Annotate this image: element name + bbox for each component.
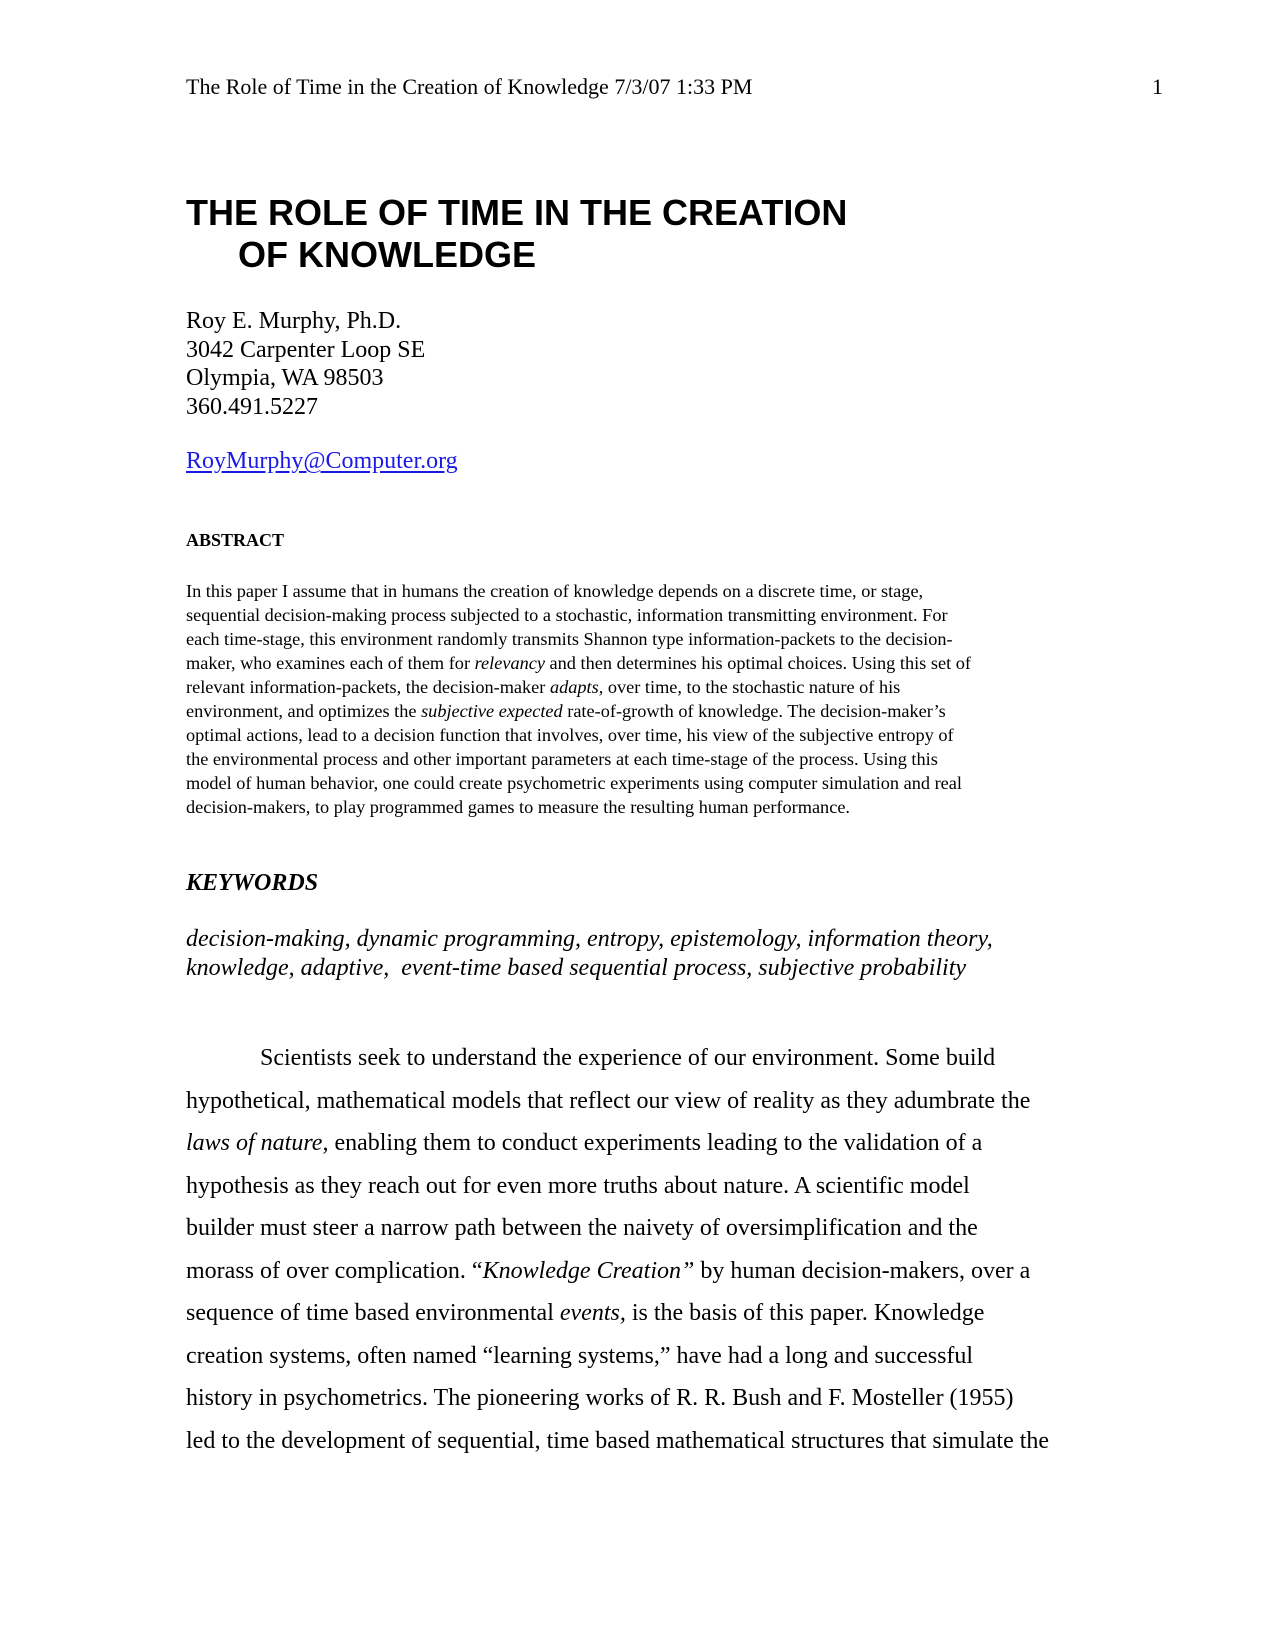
title-line: OF KNOWLEDGE bbox=[238, 234, 536, 275]
title-line: THE ROLE OF TIME IN THE CREATION bbox=[186, 192, 848, 233]
emphasis: adapts, bbox=[549, 677, 604, 697]
emphasis: events, bbox=[559, 1300, 626, 1326]
body-line: creation systems, often named “learning systems,” have had a long and successful bbox=[186, 1342, 974, 1369]
abstract-line: environment, and optimizes the subjective expected rate-of-growth of knowledge. The decision-maker’s bbox=[186, 701, 946, 721]
author-city: Olympia, WA 98503 bbox=[186, 365, 384, 391]
keywords-line: knowledge, adaptive, event-time based sequential process, subjective probability bbox=[186, 955, 967, 981]
abstract-line: each time-stage, this environment randomly transmits Shannon type information-packets to the decision- bbox=[186, 629, 953, 649]
emphasis: laws of nature, bbox=[186, 1130, 329, 1156]
abstract-line: optimal actions, lead to a decision function that involves, over time, his view of the subjective entropy of bbox=[186, 725, 954, 745]
body-line: history in psychometrics. The pioneering works of R. R. Bush and F. Mosteller (1955) bbox=[186, 1385, 1014, 1411]
body-line: builder must steer a narrow path between the naivety of oversimplification and the bbox=[186, 1215, 978, 1241]
abstract-line: maker, who examines each of them for relevancy and then determines his optimal choices. Using this set of bbox=[186, 653, 971, 673]
running-title: The Role of Time in the Creation of Knowledge 7/3/07 1:33 PM bbox=[186, 74, 753, 99]
author-street: 3042 Carpenter Loop SE bbox=[186, 336, 426, 363]
author-block bbox=[186, 307, 425, 421]
body-line: sequence of time based environmental events, is the basis of this paper. Knowledge bbox=[186, 1300, 985, 1326]
abstract-heading: ABSTRACT bbox=[186, 530, 285, 550]
emphasis: Knowledge Creation” bbox=[482, 1257, 695, 1284]
author-phone: 360.491.5227 bbox=[186, 393, 318, 420]
body-line: led to the development of sequential, time based mathematical structures that simulate the bbox=[186, 1427, 1050, 1454]
emphasis: relevancy bbox=[474, 653, 545, 673]
abstract-line: relevant information-packets, the decision-maker adapts, over time, to the stochastic nature of his bbox=[186, 677, 901, 697]
paper-title bbox=[186, 192, 1086, 276]
abstract-text bbox=[186, 579, 1081, 819]
keywords-heading: KEYWORDS bbox=[186, 870, 319, 896]
body-line: Scientists seek to understand the experience of our environment. Some build bbox=[260, 1045, 996, 1071]
abstract-line: decision-makers, to play programmed games to measure the resulting human performance. bbox=[186, 797, 850, 817]
emphasis: subjective expected bbox=[421, 701, 563, 721]
abstract-line: model of human behavior, one could create psychometric experiments using computer simulation and real bbox=[186, 773, 962, 793]
abstract-line: sequential decision-making process subjected to a stochastic, information transmitting environment. For bbox=[186, 605, 948, 625]
body-text bbox=[186, 1037, 1086, 1462]
abstract-line: the environmental process and other important parameters at each time-stage of the process. Using this bbox=[186, 749, 938, 769]
body-line: hypothesis as they reach out for even more truths about nature. A scientific model bbox=[186, 1172, 970, 1199]
keywords-line: decision-making, dynamic programming, entropy, epistemology, information theory, bbox=[186, 926, 993, 952]
body-line: laws of nature, enabling them to conduct experiments leading to the validation of a bbox=[186, 1130, 983, 1156]
page-number: 1 bbox=[1152, 74, 1163, 99]
running-header bbox=[186, 74, 1275, 104]
keywords-list bbox=[186, 925, 993, 983]
abstract-line: In this paper I assume that in humans the creation of knowledge depends on a discrete time, or stage, bbox=[186, 581, 924, 601]
body-line: morass of over complication. “Knowledge Creation” by human decision-makers, over a bbox=[186, 1257, 1031, 1284]
author-name: Roy E. Murphy, Ph.D. bbox=[186, 308, 402, 334]
author-email-link[interactable]: RoyMurphy@Computer.org bbox=[186, 448, 458, 474]
body-line: hypothetical, mathematical models that reflect our view of reality as they adumbrate the bbox=[186, 1087, 1031, 1114]
